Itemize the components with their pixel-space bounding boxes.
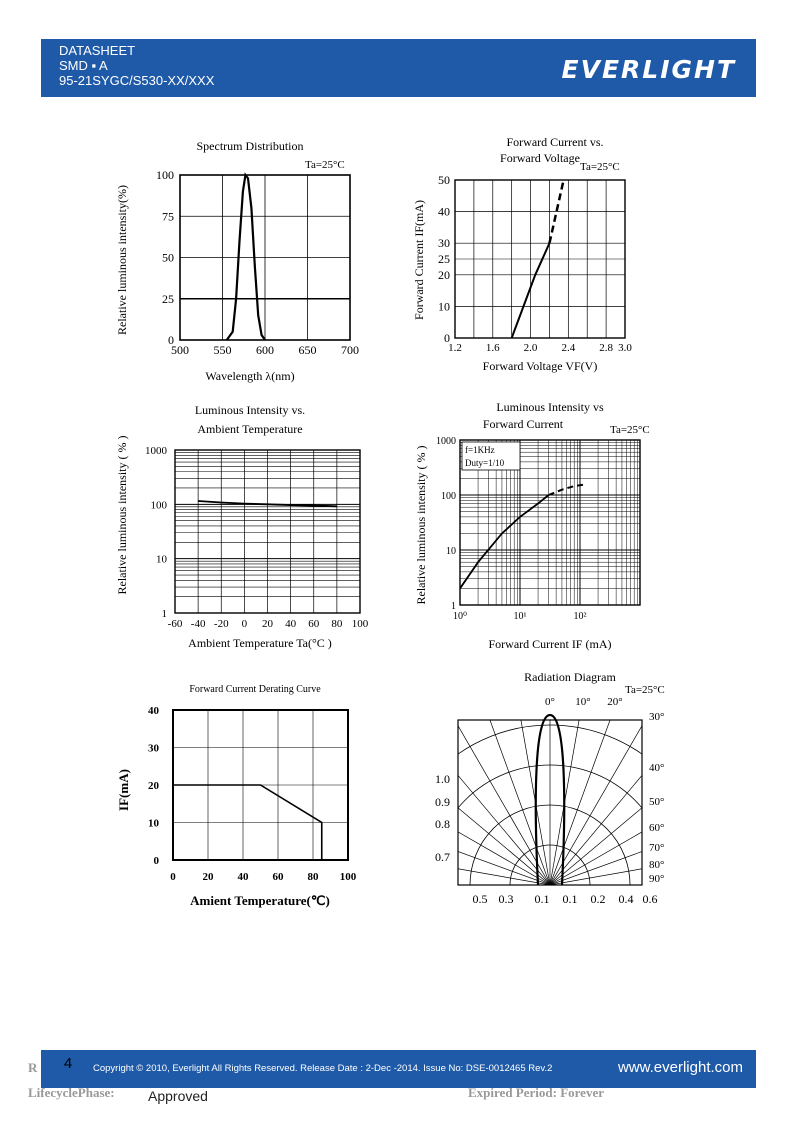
chart-title: Forward Voltage — [500, 151, 580, 165]
y-tick-label: 100 — [156, 168, 174, 182]
footer-r: R — [28, 1060, 38, 1075]
radiation-diagram — [420, 665, 690, 915]
header-meta — [59, 43, 214, 88]
y-tick-label: 20 — [148, 780, 159, 792]
x-tick-label: 20 — [262, 618, 273, 630]
x-tick-label: 100 — [339, 871, 357, 883]
radial-spoke — [357, 655, 550, 885]
bottom-axis-label: 0.4 — [618, 892, 634, 906]
x-tick-label: 10² — [573, 611, 587, 622]
chart-annotation: Ta=25°C — [305, 159, 345, 171]
x-tick-label: 40 — [285, 618, 297, 630]
x-tick-label: 10¹ — [513, 611, 527, 622]
x-axis-label: Forward Voltage VF(V) — [482, 359, 598, 373]
spectrum-chart — [110, 130, 370, 390]
bottom-axis-label: 0.6 — [642, 892, 658, 906]
angle-label: 0° — [545, 696, 555, 708]
intensity-temperature-chart — [110, 395, 380, 660]
y-tick-label: 10 — [446, 546, 456, 557]
y-tick-label: 25 — [162, 291, 174, 306]
y-axis-label: IF(mA) — [116, 769, 131, 811]
x-tick-label: 20 — [202, 871, 214, 883]
x-axis-label: Wavelength λ(nm) — [205, 369, 295, 383]
website-link[interactable]: www.everlight.com — [617, 1059, 743, 1076]
y-tick-label: 0 — [168, 333, 174, 347]
y-tick-label: 40 — [148, 705, 159, 717]
y-tick-label: 1000 — [145, 445, 167, 457]
x-tick-label: 550 — [213, 343, 232, 357]
chart-title: Luminous Intensity vs — [496, 400, 604, 414]
x-tick-label: 80 — [331, 618, 343, 630]
x-tick-label: 80 — [307, 871, 319, 883]
y-tick-label: 10 — [156, 553, 167, 566]
x-tick-label: 1.2 — [448, 342, 462, 354]
x-tick-label: 700 — [341, 343, 359, 357]
part-number: 95-21SYGC/S530-XX/XXX — [59, 73, 215, 88]
radial-spoke — [550, 692, 780, 885]
angle-label: 20° — [607, 696, 623, 708]
y-tick-label: 0 — [153, 855, 159, 867]
expired-period: Expired Period: Forever — [468, 1085, 604, 1100]
angle-label: 60° — [649, 822, 665, 834]
y-tick-label: 40 — [438, 204, 450, 219]
x-tick-label: 2.0 — [523, 342, 538, 354]
chart-title: Ambient Temperature — [197, 422, 303, 436]
package: SMD ▪ A — [59, 58, 108, 73]
radial-label: 0.8 — [435, 817, 450, 831]
x-axis-label: Amient Temperature(℃) — [190, 893, 330, 908]
header-bar — [41, 39, 756, 97]
x-tick-label: 100 — [351, 618, 369, 630]
angle-label: 80° — [649, 859, 665, 871]
x-axis-label: Forward Current IF (mA) — [488, 637, 612, 651]
doc-type: DATASHEET — [59, 43, 136, 58]
legend-item: Duty=1/10 — [465, 458, 505, 468]
x-axis-label: Ambient Temperature Ta(°C ) — [188, 636, 332, 650]
angle-label: 40° — [649, 762, 665, 774]
x-tick-label: 40 — [237, 871, 249, 883]
radial-spoke — [550, 833, 794, 885]
angle-label: 30° — [649, 711, 665, 723]
angle-label: 10° — [575, 696, 591, 708]
bottom-axis-label: 0.1 — [562, 892, 578, 906]
derating-chart — [110, 675, 380, 915]
forward-current-voltage-chart — [405, 130, 655, 380]
y-tick-label: 10 — [148, 817, 159, 830]
y-axis-label: Relative luminous intensity ( % ) — [115, 435, 129, 595]
copyright-text: Copyright © 2010, Everlight All Rights Reserved. Release Date : 2-Dec -2014. Issue No: DSE-0012465 Rev.2 — [93, 1063, 553, 1074]
lifecycle-label: LifecyclePhase: — [28, 1085, 115, 1100]
bottom-axis-label: 0.2 — [590, 892, 606, 906]
angle-label: 90° — [649, 873, 665, 885]
angle-label: 70° — [649, 842, 665, 854]
y-tick-label: 1000 — [436, 436, 456, 447]
radial-spoke — [400, 625, 550, 885]
radial-spoke — [550, 625, 700, 885]
y-tick-label: 25 — [438, 252, 450, 266]
chart-annotation: Ta=25°C — [580, 161, 620, 173]
y-tick-label: 1 — [161, 608, 167, 620]
radial-label: 1.0 — [435, 772, 450, 786]
x-tick-label: 2.8 — [599, 342, 613, 354]
chart-title: Forward Current Derating Curve — [189, 684, 321, 695]
angle-label: 50° — [649, 796, 665, 808]
chart-title: Forward Current vs. — [506, 135, 604, 149]
chart-title: Forward Current — [482, 417, 564, 431]
y-axis-label: Relative luminous intensity(%) — [115, 185, 129, 335]
radial-spoke — [550, 735, 794, 885]
y-tick-label: 0 — [444, 331, 450, 345]
radial-label: 0.9 — [435, 795, 450, 809]
x-tick-label: 10⁰ — [452, 611, 468, 622]
x-tick-label: 60 — [272, 871, 284, 883]
x-tick-label: 1.6 — [485, 342, 500, 354]
y-axis-label: Forward Current IF(mA) — [412, 200, 426, 320]
chart-title: Luminous Intensity vs. — [194, 403, 306, 417]
bottom-axis-label: 0.1 — [534, 892, 550, 906]
x-tick-label: 0 — [170, 871, 176, 883]
chart-title: Spectrum Distribution — [196, 139, 304, 153]
y-tick-label: 50 — [162, 250, 174, 265]
radial-label: 0.7 — [435, 850, 450, 864]
x-tick-label: 0 — [241, 618, 248, 630]
y-tick-label: 10 — [438, 299, 450, 314]
lifecycle-value: Approved — [148, 1088, 208, 1104]
page-number: 4 — [53, 1052, 83, 1080]
x-tick-label: 500 — [171, 343, 189, 357]
intensity-current-line — [460, 495, 549, 588]
intensity-current-chart — [405, 395, 675, 660]
x-tick-label: 600 — [256, 343, 274, 357]
bottom-axis-label: 0.3 — [498, 892, 514, 906]
bottom-axis-label: 0.5 — [472, 892, 488, 906]
y-tick-label: 100 — [441, 491, 456, 502]
chart-annotation: Ta=25°C — [610, 424, 650, 436]
y-tick-label: 30 — [148, 742, 159, 755]
y-tick-label: 100 — [150, 499, 167, 512]
y-tick-label: 50 — [438, 173, 450, 187]
y-tick-label: 75 — [162, 209, 174, 224]
x-tick-label: 3.0 — [618, 342, 632, 354]
y-axis-label: Relative luminous intensity ( % ) — [414, 445, 428, 605]
x-tick-label: -40 — [190, 618, 206, 630]
y-tick-label: 20 — [438, 267, 450, 282]
footer-bar — [41, 1050, 756, 1088]
x-tick-label: -60 — [167, 618, 183, 630]
y-tick-label: 1 — [451, 601, 456, 612]
x-tick-label: 2.4 — [561, 342, 576, 354]
x-tick-label: -20 — [213, 618, 229, 630]
chart-title: Radiation Diagram — [524, 670, 616, 684]
chart-annotation: Ta=25°C — [625, 684, 665, 696]
x-tick-label: 650 — [298, 343, 317, 357]
y-tick-label: 30 — [438, 236, 450, 251]
x-tick-label: 60 — [308, 618, 320, 630]
legend-item: f=1KHz — [465, 445, 495, 455]
brand-logo: EVERLIGHT — [561, 55, 736, 84]
